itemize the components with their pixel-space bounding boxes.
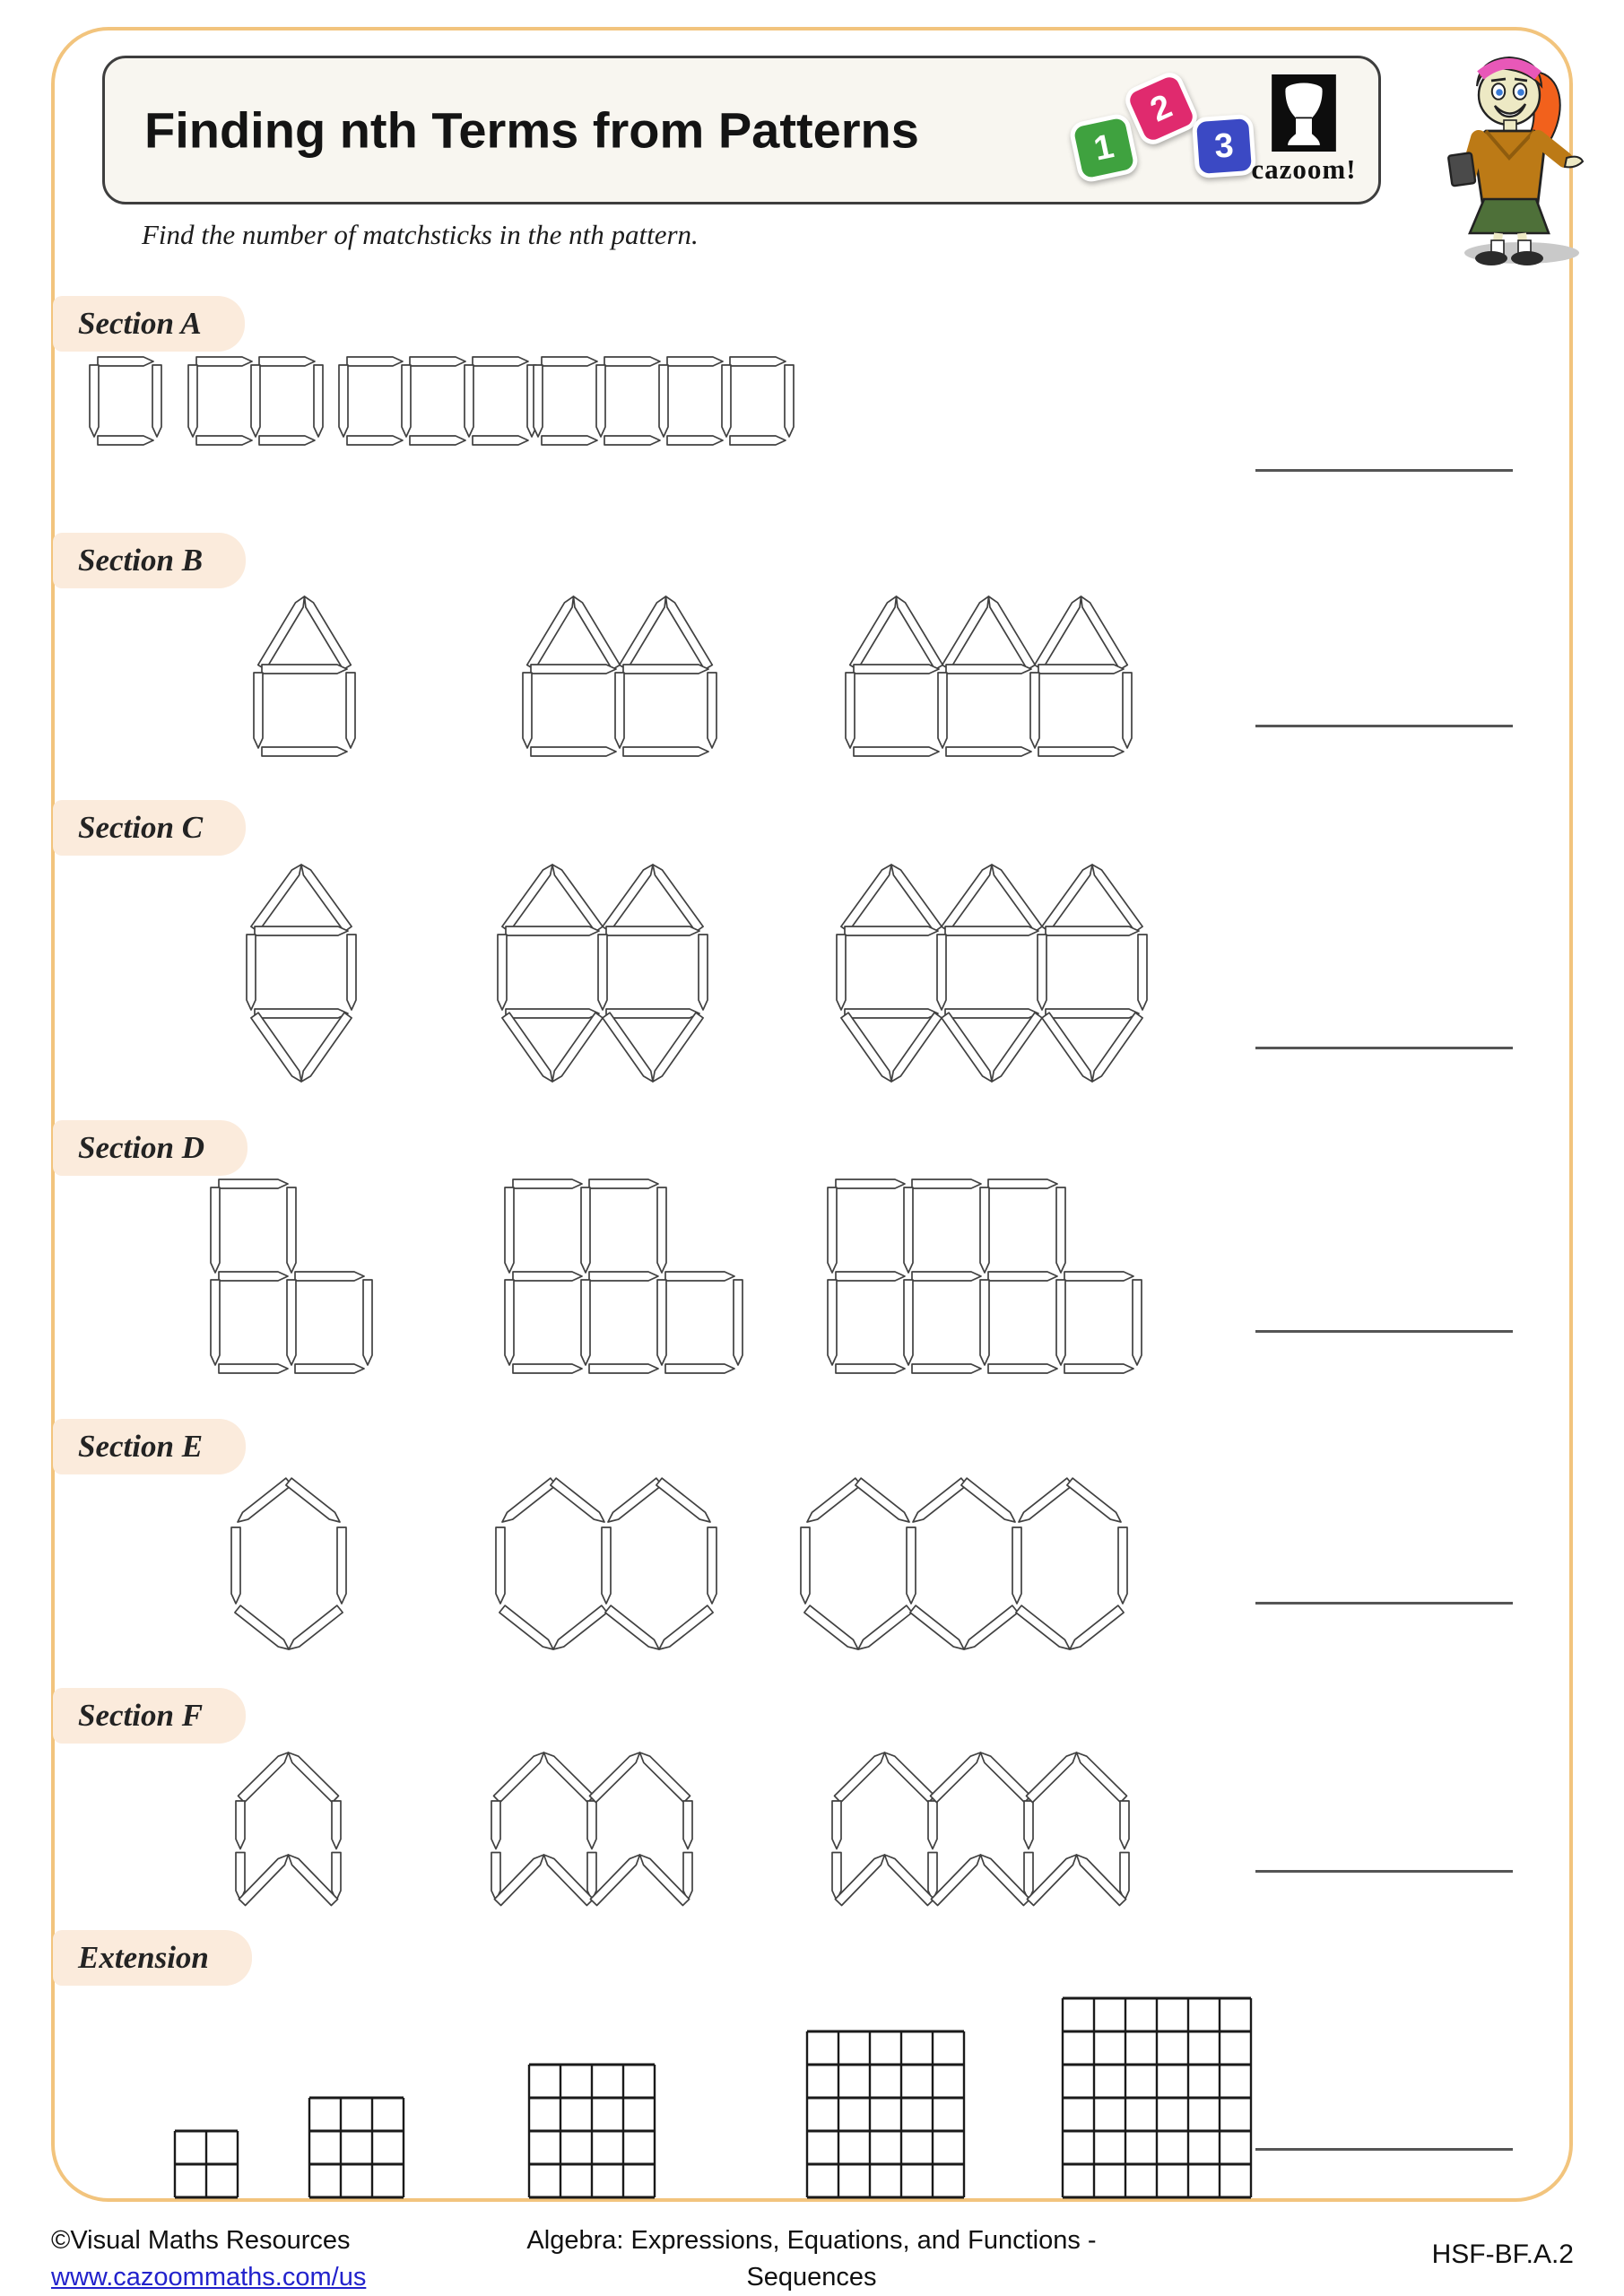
- section-label: Section C: [78, 810, 204, 845]
- cazoom-logo: [1246, 74, 1362, 191]
- website-link[interactable]: www.cazoommaths.com/us: [51, 2262, 367, 2292]
- section-extension-pattern-1: [167, 2123, 246, 2205]
- page-title: Finding nth Terms from Patterns: [144, 101, 919, 159]
- section-e-header: [53, 1419, 246, 1474]
- section-a-answer-line[interactable]: [1255, 469, 1513, 472]
- section-d-pattern-1: [207, 1176, 376, 1377]
- worksheet-instruction: Find the number of matchsticks in the nth pattern.: [142, 219, 699, 250]
- section-extension-pattern-2: [301, 2090, 412, 2205]
- section-label: Section B: [78, 543, 204, 578]
- section-extension-header: [53, 1930, 252, 1986]
- section-a-header: [53, 296, 245, 352]
- section-f-answer-line[interactable]: [1255, 1870, 1513, 1873]
- section-b-pattern-3: [842, 587, 1135, 760]
- section-a-pattern-1: [86, 353, 165, 448]
- section-e-pattern-3: [797, 1474, 1131, 1658]
- section-c-pattern-2: [494, 855, 711, 1091]
- section-label: Section A: [78, 306, 202, 341]
- die-2-label: 2: [1144, 87, 1177, 130]
- footer-standard-code: HSF-BF.A.2: [1431, 2239, 1574, 2269]
- section-b-pattern-2: [519, 587, 720, 760]
- section-c-pattern-1: [243, 855, 360, 1091]
- die-1-icon: [1068, 112, 1141, 185]
- section-f-pattern-3: [829, 1744, 1133, 1910]
- section-d-header: [53, 1120, 248, 1176]
- section-e-answer-line[interactable]: [1255, 1602, 1513, 1605]
- section-d-answer-line[interactable]: [1255, 1330, 1513, 1333]
- section-a-pattern-2: [185, 353, 326, 448]
- section-extension-pattern-4: [799, 2023, 972, 2205]
- worksheet-title-box: [102, 56, 1381, 204]
- section-c-header: [53, 800, 246, 856]
- section-label: Section D: [78, 1130, 204, 1165]
- drum-icon: [1272, 74, 1336, 152]
- section-extension-pattern-5: [1055, 1990, 1259, 2205]
- section-label: Section E: [78, 1429, 204, 1464]
- section-extension-pattern-3: [521, 2057, 663, 2205]
- section-b-answer-line[interactable]: [1255, 725, 1513, 727]
- section-b-pattern-1: [250, 587, 359, 760]
- section-a-pattern-4: [530, 353, 797, 448]
- section-d-pattern-3: [824, 1176, 1145, 1377]
- section-f-pattern-1: [232, 1744, 344, 1910]
- section-label: Extension: [78, 1940, 209, 1975]
- section-c-answer-line[interactable]: [1255, 1047, 1513, 1049]
- section-label: Section F: [78, 1698, 204, 1733]
- footer-copyright-block: [51, 2222, 366, 2295]
- section-b-header: [53, 533, 246, 588]
- footer-subject: Algebra: Expressions, Equations, and Functions - Sequences: [526, 2226, 1097, 2292]
- section-e-pattern-2: [492, 1474, 720, 1658]
- die-3-label: 3: [1212, 126, 1235, 166]
- section-f-pattern-2: [488, 1744, 696, 1910]
- section-e-pattern-1: [228, 1474, 350, 1658]
- section-f-header: [53, 1688, 246, 1744]
- section-a-pattern-3: [335, 353, 540, 448]
- section-d-pattern-2: [501, 1176, 746, 1377]
- copyright-text: ©Visual Maths Resources: [51, 2226, 351, 2255]
- die-2-icon: [1121, 68, 1202, 149]
- section-c-pattern-3: [833, 855, 1151, 1091]
- mascot-girl-illustration: [1424, 47, 1614, 265]
- die-1-label: 1: [1090, 126, 1117, 169]
- cazoom-logo-text: cazoom!: [1251, 153, 1357, 185]
- section-extension-answer-line[interactable]: [1255, 2148, 1513, 2151]
